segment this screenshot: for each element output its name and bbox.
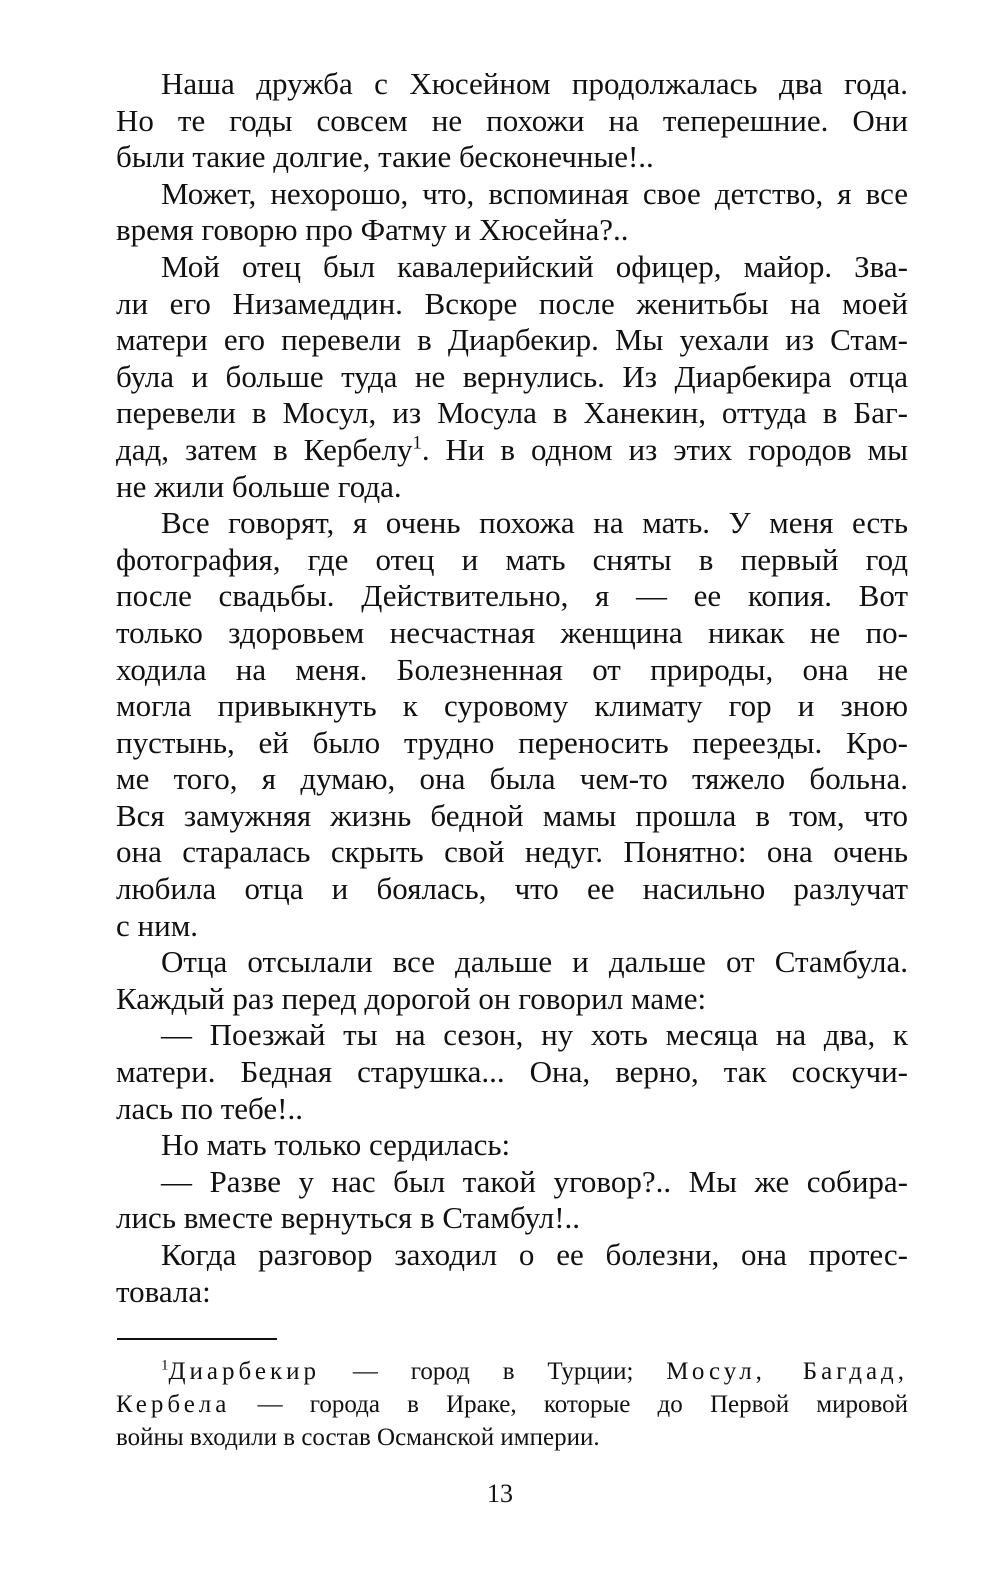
footnote-marker: 1 — [161, 1357, 169, 1374]
text-line: матери его перевели в Диарбекир. Мы уехали из Стам- — [116, 322, 908, 358]
text-fragment: дад, затем в Кербелу — [116, 431, 413, 467]
text-line: Мой отец был кавалерийский офицер, майор. Зва- — [161, 248, 908, 284]
text-line: любила отца и боялась, что ее насильно разлучат — [116, 871, 908, 907]
footnote-term: Мосул, Багдад, — [666, 1358, 909, 1385]
footnote-text: — города в Ираке, которые до Первой мировой — [230, 1391, 908, 1418]
footnote-term: Диарбекир — [168, 1358, 321, 1385]
text-line: Отца отсылали все дальше и дальше от Стамбула. — [161, 944, 908, 980]
text-line: ли его Низамеддин. Вскоре после женитьбы на моей — [116, 285, 908, 321]
footnote-line — [116, 1388, 908, 1421]
footnote-ref: 1 — [412, 432, 422, 454]
text-line — [116, 432, 908, 469]
text-line: лась по тебе!.. — [116, 1090, 303, 1126]
text-line: — Разве у нас был такой уговор?.. Мы же собира- — [161, 1163, 908, 1199]
text-line: время говорю про Фатму и Хюсейна?.. — [116, 212, 629, 248]
text-line: — Поезжай ты на сезон, ну хоть месяца на два, к — [161, 1017, 908, 1053]
text-line: Но мать только сердилась: — [161, 1127, 511, 1163]
text-line: после свадьбы. Действительно, я — ее копия. Вот — [116, 578, 908, 614]
text-line: могла привыкнуть к суровому климату гор и зною — [116, 688, 908, 724]
text-line: Но те годы совсем не похожи на теперешние. Они — [116, 102, 908, 138]
text-line: пустынь, ей было трудно переносить переезды. Кро- — [116, 724, 908, 760]
footnote-text: — город в Турции; — [320, 1358, 667, 1385]
text-line: Каждый раз перед дорогой он говорил маме: — [116, 980, 707, 1016]
text-line: Может, нехорошо, что, вспоминая свое детство, я все — [161, 175, 908, 211]
text-line: не жили больше года. — [116, 468, 402, 504]
text-line: лись вместе вернуться в Стамбул!.. — [116, 1200, 581, 1236]
text-line: Когда разговор заходил о ее болезни, она протес- — [161, 1237, 908, 1272]
text-line: Все говорят, я очень похожа на мать. У меня есть — [161, 505, 908, 541]
text-line: Наша дружба с Хюсейном продолжалась два года. — [161, 66, 908, 101]
text-line: була и больше туда не вернулись. Из Диарбекира отца — [116, 358, 908, 394]
text-line: ходила на меня. Болезненная от природы, она не — [116, 651, 908, 687]
text-fragment: . Ни в одном из этих городов мы — [421, 431, 908, 467]
footnote — [116, 1355, 908, 1454]
footnote-line: войны входили в состав Османской империи. — [116, 1424, 600, 1451]
text-line: только здоровьем несчастная женщина никак не по- — [116, 614, 908, 650]
footnote-divider — [117, 1338, 277, 1340]
text-line: товала: — [116, 1273, 211, 1309]
text-line: с ним. — [116, 907, 199, 943]
text-line: матери. Бедная старушка... Она, верно, так соскучи- — [116, 1054, 908, 1090]
text-line: были такие долгие, такие бесконечные!.. — [116, 139, 654, 175]
footnote-term: Кербела — [116, 1391, 231, 1418]
footnote-line — [116, 1355, 908, 1388]
text-line: она старалась скрыть свой недуг. Понятно: она очень — [116, 834, 908, 870]
page-number: 13 — [487, 1479, 513, 1508]
text-line: Вся замужняя жизнь бедной мамы прошла в том, что — [116, 797, 908, 833]
main-text — [116, 66, 908, 1310]
text-line: перевели в Мосул, из Мосула в Ханекин, оттуда в Баг- — [116, 395, 908, 431]
text-line: фотография, где отец и мать сняты в первый год — [116, 541, 908, 577]
text-line: ме того, я думаю, она была чем-то тяжело больна. — [116, 761, 908, 797]
